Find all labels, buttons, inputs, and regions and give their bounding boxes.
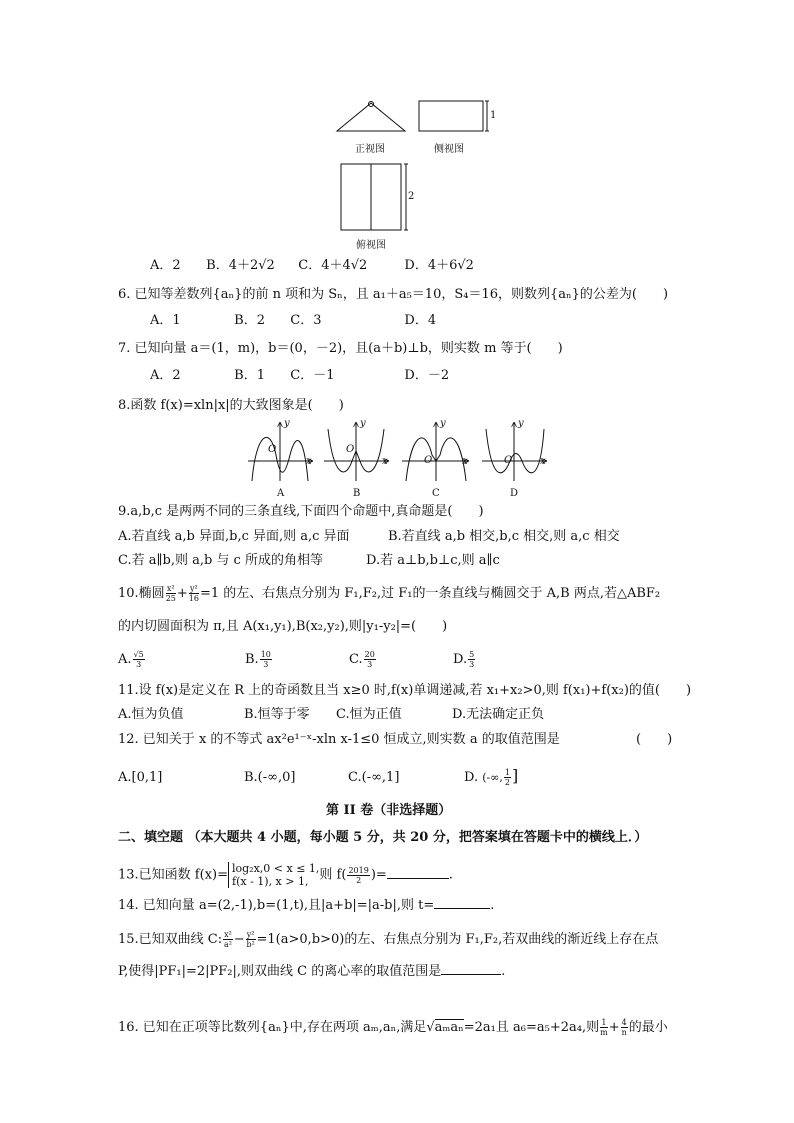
part2-title: 第 II 卷（非选择题）: [326, 803, 452, 818]
q13-case1: log₂x,0 < x ≤ 1,: [232, 862, 320, 875]
q15-stem: 15.已知双曲线 C: $\frac{\text{x²}}{\text{a²}}$ − $\frac{\text{y²}}{\text{b²}}$ =1(a>0,b>0)的左、右焦点分别为 F₁,F₂,若双曲线的渐近线上存在点: [118, 930, 659, 949]
q10-stem-prefix: 10.椭圆: [118, 586, 165, 601]
q11-stem: 11.设 f(x)是定义在 R 上的奇函数且当 x≥0 时,f(x)单调递减,若 x₁+x₂>0,则 f(x₁)+f(x₂)的值( ): [118, 683, 692, 698]
q13-stem: 13.已知函数 f(x)= log₂x,0 < x ≤ 1, f(x - 1), x > 1, 则 f( $\frac{2019}{2}$ )= .: [118, 862, 453, 888]
q5-option-d: D．4＋6√2: [404, 258, 474, 273]
q13-prefix: 13.已知函数 f(x)=: [118, 867, 228, 883]
q7-stem: 7. 已知向量 a＝(1，m)，b＝(0，－2)，且(a＋b)⊥b，则实数 m 等于( ): [118, 341, 563, 356]
q7-option-d: D．－2: [404, 368, 450, 383]
q9-option-a: A.若直线 a,b 异面,b,c 异面,则 a,c 异面: [118, 529, 350, 544]
graph-c-x: x: [462, 456, 468, 467]
q13-piecewise: [228, 862, 319, 888]
q9-option-c: C.若 a∥b,则 a,b 与 c 所成的角相等: [118, 553, 323, 568]
q6-option-a: A．1: [150, 313, 181, 328]
q15-prefix: 15.已知双曲线 C:: [118, 932, 223, 947]
q12-option-b: B.(-∞,0]: [244, 770, 296, 785]
q12-option-a: A.[0,1]: [118, 770, 163, 785]
q8-graphs: [0, 415, 794, 505]
side-view-caption: 侧视图: [434, 144, 464, 155]
graph-b: [324, 423, 388, 481]
q13-case2: f(x - 1), x > 1,: [232, 875, 309, 888]
graph-a-origin: O: [268, 444, 277, 455]
q12-paren: ( ): [636, 732, 673, 747]
q11-option-b: B.恒等于零: [244, 707, 310, 722]
q5-option-a: A．2: [150, 258, 181, 273]
q10-stem-suffix: =1 的左、右焦点分别为 F₁,F₂,过 F₁的一条直线与椭圆交于 A,B 两点,若△ABF₂: [199, 586, 661, 601]
graph-b-origin: O: [346, 444, 355, 455]
top-dim-label: 2: [408, 191, 415, 202]
front-view: [337, 102, 405, 132]
graph-a-x: x: [306, 456, 312, 467]
q16-frac2: $\frac{4}{n}$: [621, 1018, 627, 1037]
q7-options: [150, 367, 449, 385]
q15-frac-x: $\frac{\text{x²}}{\text{a²}}$: [224, 930, 232, 949]
q8-stem: 8.函数 f(x)=xln|x|的大致图象是( ): [118, 398, 344, 413]
q15-suffix: =1(a>0,b>0)的左、右焦点分别为 F₁,F₂,若双曲线的渐近线上存在点: [256, 932, 659, 947]
graph-c-y: y: [440, 418, 446, 429]
side-dim-label: 1: [490, 110, 497, 121]
q12-options: [118, 767, 518, 787]
graph-d: [482, 423, 546, 481]
graph-a-label: A: [277, 488, 285, 499]
q10-option-a: A. $\frac{√5}{3}$: [118, 650, 144, 669]
graph-a-y: y: [284, 418, 290, 429]
q10-frac-y-num: y²: [190, 584, 198, 593]
q9-option-b: B.若直线 a,b 相交,b,c 相交,则 a,c 相交: [388, 529, 620, 544]
graph-c: [402, 423, 468, 481]
q6-option-c: C．3: [290, 313, 322, 328]
graph-d-label: D: [510, 488, 519, 499]
q7-option-b: B．1: [234, 368, 265, 383]
q13-suffix: )=: [370, 867, 387, 883]
q10-frac-y-den: 16: [188, 594, 199, 603]
q10-stem-line2: 的内切圆面积为 π,且 A(x₁,y₁),B(x₂,y₂),则|y₁-y₂|=( ): [118, 619, 448, 634]
q16-prefix: 16. 已知在正项等比数列{aₙ}中,存在两项 aₘ,aₙ,满足: [118, 1020, 427, 1035]
q10-option-b: B. $\frac{10}{3}$: [245, 650, 271, 669]
q12-stem: 12. 已知关于 x 的不等式 ax²e¹⁻ˣ-xln x-1≤0 恒成立,则实数 a 的取值范围是: [118, 732, 560, 747]
q6-option-b: B．2: [234, 313, 265, 328]
q11-option-d: D.无法确定正负: [452, 707, 545, 722]
graph-d-origin: O: [504, 455, 513, 466]
q12-option-d: D. (-∞, $\frac{1}{2}$ ]: [464, 766, 519, 787]
side-view: [419, 101, 489, 131]
q16-stem: 16. 已知在正项等比数列{aₙ}中,存在两项 aₘ,aₙ,满足√aₘaₙ=2a₁且 a₆=a₅+2a₄,则 $\frac{1}{m}$ + $\frac{4}{n}$ 的最小: [118, 1018, 668, 1037]
q11-option-a: A.恒为负值: [118, 707, 184, 722]
q10-option-d: D. $\frac{5}{3}$: [453, 650, 475, 669]
q5-options: [150, 257, 474, 275]
graph-d-x: x: [540, 456, 546, 467]
graph-b-label: B: [353, 488, 361, 499]
graph-b-x: x: [382, 456, 388, 467]
three-view-figure: [0, 0, 794, 260]
q5-option-b: B．4＋2√2: [206, 258, 275, 273]
q16-mid: =2a₁且 a₆=a₅+2a₄,则: [463, 1020, 600, 1035]
q14-stem: 14. 已知向量 a=(2,-1),b=(1,t),且|a+b|=|a-b|,则 t= .: [118, 898, 495, 913]
q13-mid: 则 f(: [319, 867, 347, 883]
q6-option-d: D．4: [404, 313, 437, 328]
q10-options: [118, 650, 476, 669]
graph-d-y: y: [518, 418, 524, 429]
front-view-caption: 正视图: [355, 144, 385, 155]
q15-stem-line2: P,使得|PF₁|=2|PF₂|,则双曲线 C 的离心率的取值范围是 .: [118, 964, 506, 979]
q13-frac: $\frac{2019}{2}$: [348, 865, 369, 885]
graph-b-y: y: [360, 418, 366, 429]
q6-stem: 6. 已知等差数列{aₙ}的前 n 项和为 Sₙ，且 a₁＋a₅＝10，S₄＝16，则数列{aₙ}的公差为( ): [118, 287, 669, 302]
q7-option-c: C．－1: [290, 368, 335, 383]
q12-option-c: C.(-∞,1]: [348, 770, 400, 785]
q5-option-c: C．4＋4√2: [298, 258, 368, 273]
top-view-caption: 俯视图: [356, 240, 386, 251]
q6-options: [150, 312, 436, 330]
q13-answer-blank[interactable]: [387, 866, 449, 879]
top-view: [341, 164, 408, 230]
graph-c-label: C: [432, 488, 440, 499]
graph-c-origin: O: [424, 455, 433, 466]
q9-stem: 9.a,b,c 是两两不同的三条直线,下面四个命题中,真命题是( ): [118, 504, 484, 519]
q10-option-c: C. $\frac{20}{3}$: [349, 650, 375, 669]
q11-option-c: C.恒为正值: [336, 707, 402, 722]
q10-frac-x-den: 25: [165, 594, 176, 603]
q15-frac-y: $\frac{\text{y²}}{\text{b²}}$: [246, 930, 255, 949]
q10-frac-x: [166, 584, 176, 603]
q14-answer-blank[interactable]: [434, 896, 490, 909]
q11-options: [118, 706, 544, 724]
graph-a: [248, 423, 312, 481]
q7-option-a: A．2: [150, 368, 181, 383]
q16-sqrt: √aₘaₙ: [426, 1020, 464, 1035]
q9-option-d: D.若 a⊥b,b⊥c,则 a∥c: [366, 553, 500, 568]
fill-in-section-heading: 二、填空题 （本大题共 4 小题，每小题 5 分，共 20 分，把答案填在答题卡中的横线上．）: [118, 830, 648, 845]
q10-stem: 10.椭圆 $\frac{\text{x²}}{25}$ + $\frac{\text{y²}}{16}$ =1 的左、右焦点分别为 F₁,F₂,过 F₁的一条直线与椭圆交于 A,B 两点,若△ABF₂: [118, 584, 661, 603]
q15-answer-blank[interactable]: [441, 962, 501, 975]
q10-frac-y: [189, 584, 199, 603]
q10-frac-x-num: x²: [166, 584, 175, 593]
q16-suffix: 的最小: [628, 1020, 668, 1035]
q16-frac1: $\frac{1}{m}$: [600, 1018, 608, 1037]
